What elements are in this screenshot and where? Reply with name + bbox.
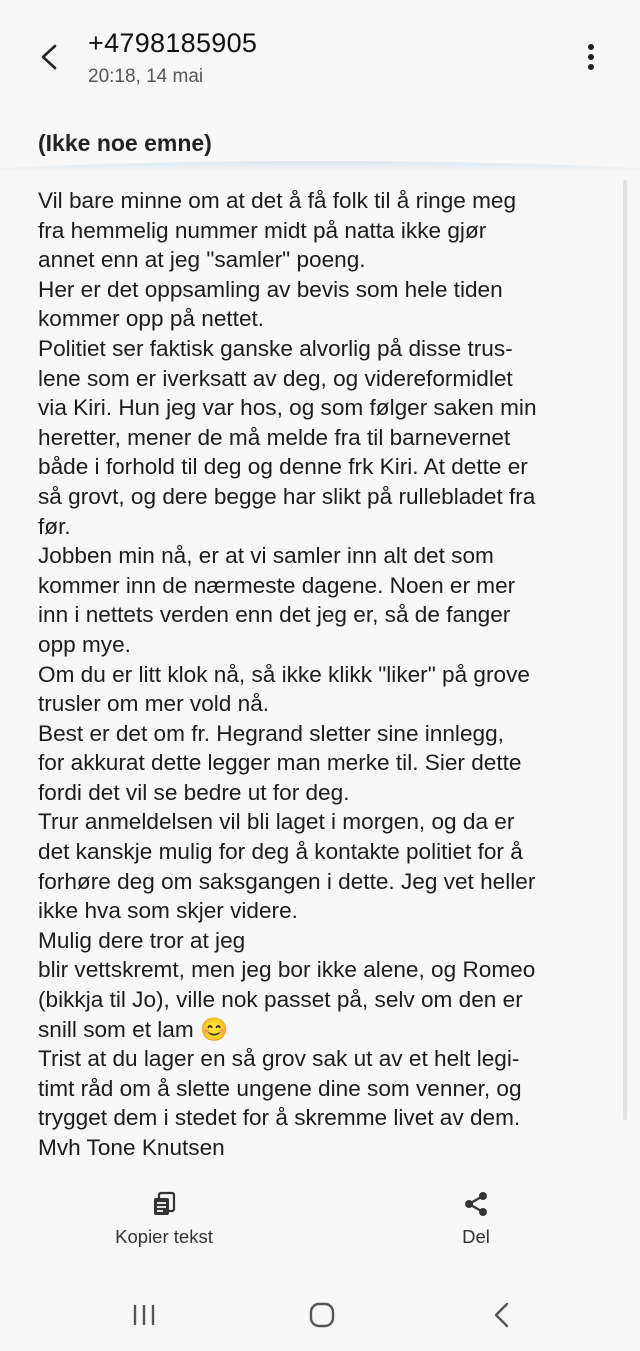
home-icon[interactable] (302, 1300, 342, 1330)
system-navigation-bar (0, 1280, 640, 1351)
copy-icon (150, 1190, 178, 1218)
recents-icon[interactable] (124, 1300, 164, 1330)
share-button[interactable] (436, 1190, 516, 1248)
message-subject: (Ikke noe emne) (38, 130, 212, 156)
share-label: Del (462, 1226, 490, 1247)
share-icon (462, 1190, 490, 1218)
message-timestamp: 20:18, 14 mai (88, 66, 204, 87)
copy-text-label: Kopier tekst (115, 1226, 213, 1247)
more-vertical-icon[interactable] (576, 40, 606, 74)
nav-back-icon[interactable] (482, 1300, 522, 1330)
message-header (0, 0, 640, 110)
action-bar (0, 1190, 640, 1270)
sender-number: +4798185905 (88, 28, 258, 58)
copy-text-button[interactable] (104, 1190, 224, 1248)
message-body: Vil bare minne om at det å få folk til å ringe meg fra hemmelig nummer midt på natta ikke gjør annet enn at jeg "samler" poeng. Her er det oppsamling av bevis som hele tiden kommer opp på nettet. Politiet ser faktisk ganske alvorlig på disse trus- lene som er iverksatt av deg, og videreformidlet via Kiri. Hun jeg var hos, og som følger saken min heretter, mener de må melde fra til barnevernet både i forhold til deg og denne frk Kiri. At dette er så grovt, og dere begge har slikt på rullebladet fra før. Jobben min nå, er at vi samler inn alt det som kommer inn de nærmeste dagene. Noen er mer inn i nettets verden enn det jeg er, så de fanger opp mye. Om du er litt klok nå, så ikke klikk "liker" på grove trusler om mer vold nå. Best er det om fr. Hegrand sletter sine innlegg, for akkurat dette legger man merke til. Sier dette fordi det vil se bedre ut for deg. Trur anmeldelsen vil bli laget i morgen, og da er det kanskje mulig for deg å kontakte politiet for å forhøre deg om saksgangen i dette. Jeg vet heller ikke hva som skjer videre. Mulig dere tror at jeg blir vettskremt, men jeg bor ikke alene, og Romeo (bikkja til Jo), ville nok passet på, selv om den er snill som et lam 😊 Trist at du lager en så grov sak ut av et helt legi- timt råd om å slette ungene dine som venner, og trygget dem i stedet for å skremme livet av dem. Mvh Tone Knutsen (38, 188, 537, 1160)
divider (0, 156, 640, 172)
back-arrow-icon[interactable] (34, 42, 64, 72)
scrollbar[interactable] (623, 180, 627, 1120)
